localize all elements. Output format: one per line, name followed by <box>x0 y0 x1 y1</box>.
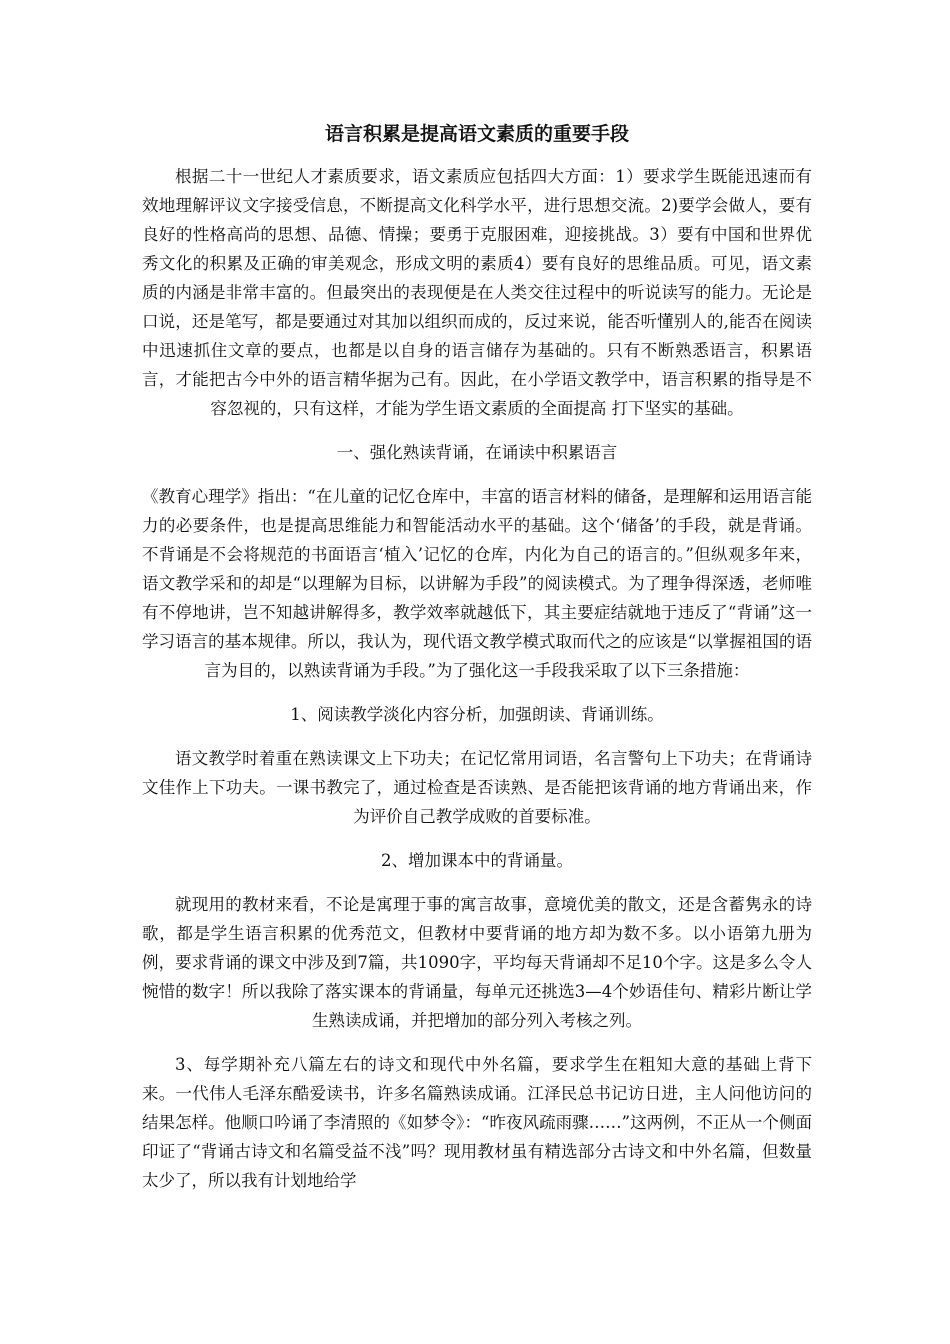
measure-heading-1: 1、阅读教学淡化内容分析，加强朗读、背诵训练。 <box>290 705 664 724</box>
measure-1-paragraph: 语文教学时着重在熟读课文上下功夫；在记忆常用词语，名言警句上下功夫；在背诵诗文佳作上下功夫。一课书教完了，通过检查是否读熟、是否能把该背诵的地方背诵出来，作为评价自己教学成败的首要标准。 <box>142 749 812 826</box>
document-page <box>142 120 812 1195</box>
measure-3-paragraph: 3、每学期补充八篇左右的诗文和现代中外名篇，要求学生在粗知大意的基础上背下来。一代伟人毛泽东酷爱读书，许多名篇熟读成诵。江泽民总书记访日进，主人问他访问的结果怎样。他顺口吟诵了李清照的《如梦令》：“昨夜风疏雨骤……”这两例，不正从一个侧面印证了“背诵古诗文和名篇受益不浅”吗？现用教材虽有精选部分古诗文和中外名篇，但数量太少了，所以我有计划地给学 <box>142 1055 812 1190</box>
measure-2-paragraph: 就现用的教材来看，不论是寓理于事的寓言故事，意境优美的散文，还是含蓄隽永的诗歌，都是学生语言积累的优秀范文，但教材中要背诵的地方却为数不多。以小语第九册为例，要求背诵的课文中涉及到7篇，共1090字，平均每天背诵却不足10个字。这是多么令人惋惜的数字！所以我除了落实课本的背诵量，每单元还挑选3—4个妙语佳句、精彩片断让学生熟读成诵，并把增加的部分列入考核之列。 <box>142 895 812 1030</box>
document-title: 语言积累是提高语文素质的重要手段 <box>324 123 629 145</box>
section-heading-1: 一、强化熟读背诵，在诵读中积累语言 <box>336 443 618 462</box>
measure-heading-2: 2、增加课本中的背诵量。 <box>381 851 573 870</box>
section-1-paragraph: 《教育心理学》指出：“在儿童的记忆仓库中，丰富的语言材料的储备，是理解和运用语言能力的必要条件，也是提高思维能力和智能活动水平的基础。这个‘储备’的手段，就是背诵。不背诵是不会将规范的书面语言‘植入’记忆的仓库，内化为自己的语言的。”但纵观多年来，语文教学采和的却是“以理解为目标，以讲解为手段”的阅读模式。为了理争得深透，老师唯有不停地讲，岂不知越讲解得多，教学效率就越低下，其主要症结就地于违反了“背诵”这一学习语言的基本规律。所以，我认为，现代语文教学模式取而代之的应该是“以掌握祖国的语言为目的，以熟读背诵为手段。”为了强化这一手段我采取了以下三条措施： <box>142 487 812 680</box>
intro-paragraph: 根据二十一世纪人才素质要求，语文素质应包括四大方面：1）要求学生既能迅速而有效地理解评议文字接受信息，不断提高文化科学水平，进行思想交流。2)要学会做人，要有良好的性格高尚的思想、品德、情操；要勇于克服困难，迎接挑战。3）要有中国和世界优秀文化的积累及正确的审美观念，形成文明的素质4）要有良好的思维品质。可见，语文素质的内涵是非常丰富的。但最突出的表现便是在人类交往过程中的听说读写的能力。无论是口说，还是笔写，都是要通过对其加以组织而成的，反过来说，能否听懂别人的,能否在阅读中迅速抓住文章的要点，也都是以自身的语言储存为基础的。只有不断熟悉语言，积累语言，才能把古今中外的语言精华据为己有。因此，在小学语文教学中，语言积累的指导是不容忽视的，只有这样，才能为学生语文素质的全面提高 打下坚实的基础。 <box>142 167 812 418</box>
